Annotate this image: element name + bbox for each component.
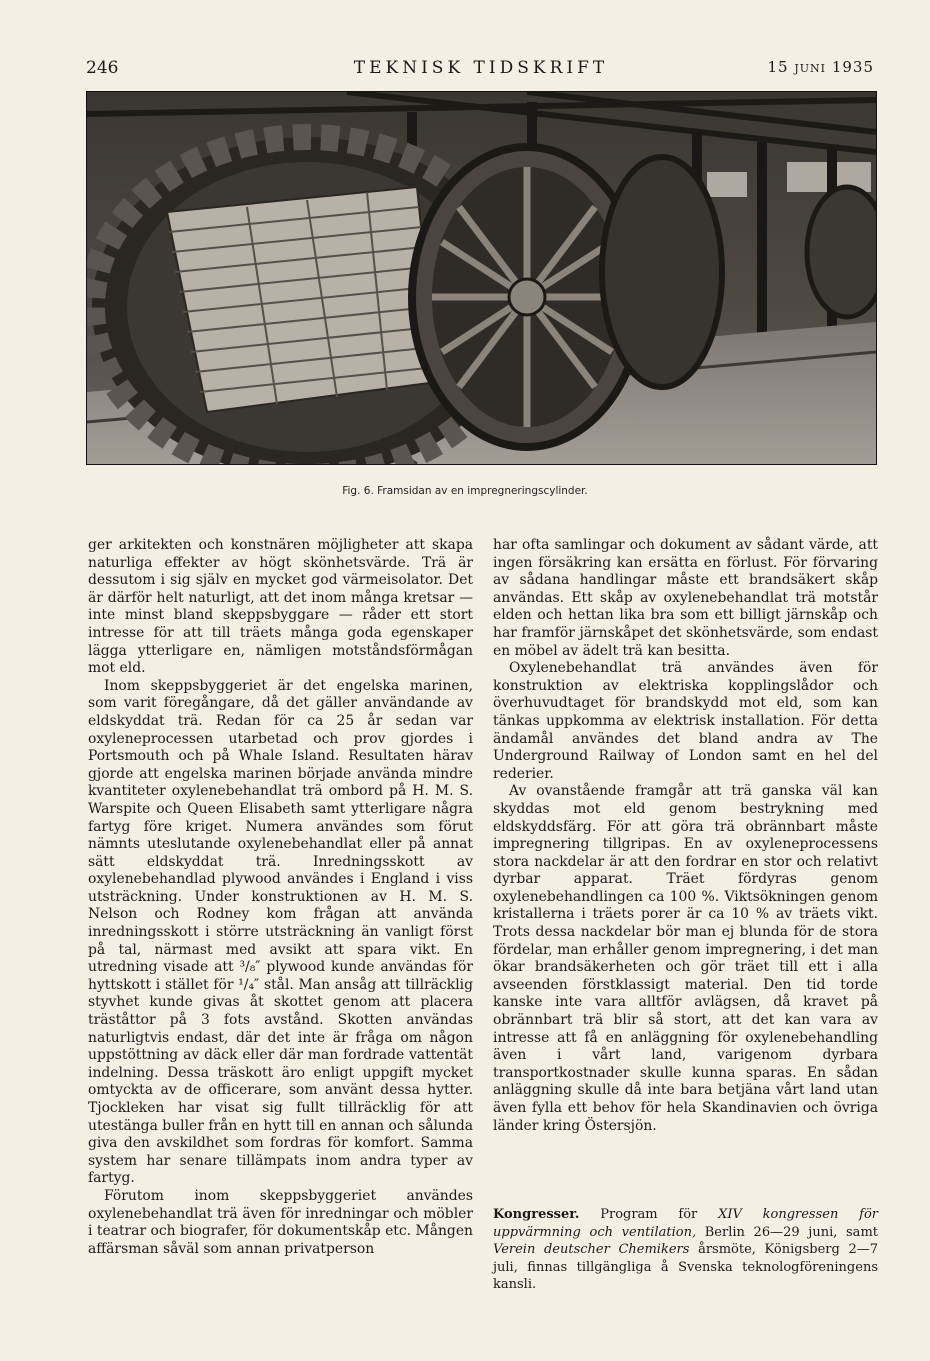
paragraph: Av ovanstående framgår att trä ganska väl kan skyddas mot eld genom bestrykning med eldskyddsfärg. För att göra trä obrännbart måste impregnering tillgripas. En av oxyleneprocessens stora nackdelar är att den fordrar en stor och relativt dyrbar apparat. Träet fördyras genom oxylenebehandlingen ca 100 %. Viktsökningen genom kristallerna i träets porer är ca 10 % av träets vikt. Trots dessa nackdelar bör man ej blunda för de stora fördelar, man erhåller genom impregnering, i det man ökar brandsäkerheten och gör träet till ett i alla avseenden förstklassigt material. Den tid torde kanske inte vara alltför avlägsen, då kravet på obrännbart trä blir så stort, att det kan vara av intresse att få en anläggning för oxylenebehandling även i vårt land, varigenom dyrbara transportkostnader skulle kunna sparas. En sådan anläggning skulle då inte bara betjäna vårt land utan även fylla ett behov för hela Skandinavien och övriga länder kring Östersjön. <box>493 783 878 1134</box>
page-header <box>86 58 876 82</box>
photo-illustration <box>87 92 876 464</box>
paragraph: Oxylenebehandlat trä användes även för konstruktion av elektriska kopplingslådor och överhuvudtaget för brandskydd mot eld, som kan tänkas uppkomma av elektrisk installation. För detta ändamål användes det bland andra av The Underground Railway of London samt en hel del rederier. <box>493 660 878 782</box>
paragraph: Förutom inom skeppsbyggeriet användes oxylenebehandlat trä även för inredningar och möbler i teatrar och biografer, för dokumentskåp etc. Mången affärsman såväl som annan privatperson <box>88 1187 473 1257</box>
paragraph: har ofta samlingar och dokument av sådant värde, att ingen försäkring kan ersätta en förlust. För förvaring av sådana handlingar måste ett brandsäkert skåp användas. Ett skåp av oxylenebehandlat trä motstår elden och hettan lika bra som ett billigt järnskåp och har framför järnskåpet det skönhetsvärde, som endast en möbel av ädelt trä kan besitta. <box>493 537 878 659</box>
paragraph: ger arkitekten och konstnären möjligheter att skapa naturliga effekter av högt skönhetsvärde. Trä är dessutom i sig själv en mycket god värmeisolator. Det är därför helt naturligt, att det inom många kretsar — inte minst bland skeppsbyggare — råder ett stort intresse för att till träets många goda egenskaper lägga ytterligare en, nämligen motståndsförmågan mot eld. <box>88 537 473 677</box>
notice-italic: Verein deutscher Chemikers <box>493 1242 690 1257</box>
journal-title: TEKNISK TIDSKRIFT <box>353 58 609 78</box>
page-number: 246 <box>86 58 119 78</box>
notice-text: Program för <box>579 1207 719 1222</box>
right-column <box>493 537 878 1135</box>
notice-text: årsmöte, Königsberg 2—7 juli, finnas tillgängliga å Svenska teknologföreningens kansli. <box>493 1242 879 1292</box>
notice-heading: Kongresser. <box>493 1207 580 1222</box>
date-month: JUNI <box>794 62 827 75</box>
figure-photo-impregnation-cylinder <box>86 91 877 465</box>
date-year: 1935 <box>831 58 874 76</box>
notice-italic: XIV kongressen för uppvärmning och ventilation, <box>493 1207 878 1240</box>
figure-caption: Fig. 6. Framsidan av en impregneringscylinder. <box>342 485 588 497</box>
congress-notice <box>493 1206 878 1294</box>
paragraph: Inom skeppsbyggeriet är det engelska marinen, som varit föregångare, då det gäller användande av eldskyddat trä. Redan för ca 25 år sedan var oxyleneprocessen utarbetad och prov gjordes i Portsmouth och på Whale Island. Resultaten härav gjorde att engelska marinen började använda mindre kvantiteter oxylenebehandlat trä ombord på H. M. S. Warspite och Queen Elisabeth samt ytterligare några fartyg före kriget. Numera användes som förut nämnts uteslutande oxylenebehandlat eller på annat sätt eldskyddat trä. Inredningsskott av oxylenebehandlad plywood användes i England i viss utsträckning. Under konstruktionen av H. M. S. Nelson och Rodney kom frågan att använda inredningsskott i större utsträckning än vanligt först på tal, närmast med avsikt att spara vikt. En utredning visade att ³/₈″ plywood kunde användas för hyttskott i stället för ¹/₄″ stål. Man ansåg att tillräcklig styvhet kunde givas åt skottet genom att placera träståttor på 3 fots avstånd. Skotten användas naturligtvis endast, där det inte är fråga om någon uppstöttning av däck eller där man fordrade vattentät indelning. Dessa träskott äro enligt uppgift mycket omtyckta av de officerare, som använt dessa hytter. Tjockleken har visat sig fullt tillräcklig för att utestänga buller från en hytt till en annan och sålunda giva den avskildhet som fordras för komfort. Samma system har senare tillämpats inom andra typer av fartyg. <box>88 677 473 1187</box>
left-column <box>88 537 473 1258</box>
date-day: 15 <box>767 58 789 76</box>
notice-text: Berlin 26—29 juni, samt <box>696 1224 878 1240</box>
issue-date <box>768 58 875 76</box>
